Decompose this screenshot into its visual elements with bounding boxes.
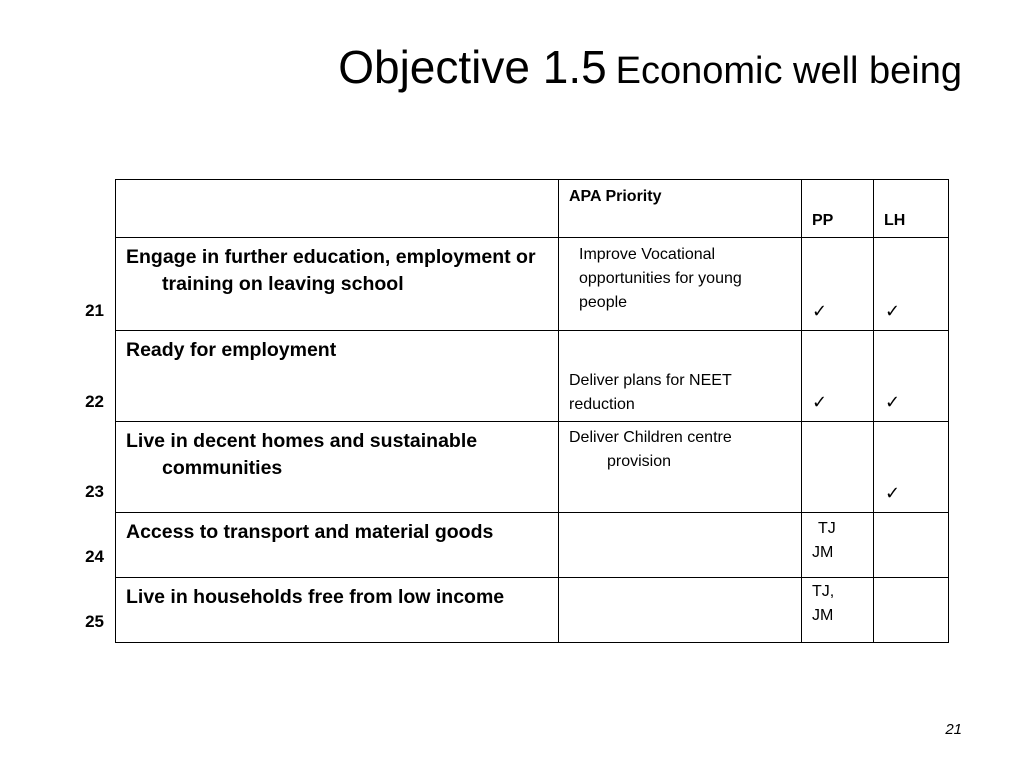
priority-text: Improve Vocational opportunities for young people — [579, 246, 742, 311]
table-row — [116, 578, 949, 643]
outcome-text: Live in households free from low income — [126, 586, 505, 608]
table-row — [116, 238, 949, 331]
lh-cell — [874, 331, 949, 422]
header-priority-label: APA Priority — [569, 188, 662, 205]
lh-cell — [874, 238, 949, 331]
pp-check-icon: ✓ — [812, 392, 828, 413]
table-row — [116, 513, 949, 578]
lh-cell — [874, 578, 949, 643]
title-sub: Economic well being — [615, 50, 962, 92]
priority-cell — [559, 513, 802, 578]
row-number-21: 21 — [85, 301, 104, 320]
priority-text: Deliver Children centre provision — [569, 429, 732, 470]
priority-cell — [559, 238, 802, 331]
header-priority-cell — [559, 180, 802, 238]
header-pp-label: PP — [812, 212, 834, 229]
priority-cell — [559, 331, 802, 422]
lh-cell — [874, 513, 949, 578]
priority-cell — [559, 578, 802, 643]
lh-cell — [874, 422, 949, 513]
objectives-table — [115, 179, 949, 643]
slide-title — [338, 40, 962, 95]
outcome-text: Access to transport and material goods — [126, 521, 494, 543]
title-main: Objective 1.5 — [338, 41, 607, 93]
header-outcome-cell — [116, 180, 559, 238]
header-lh-label: LH — [884, 212, 906, 229]
table-header-row — [116, 180, 949, 238]
outcome-text: Ready for employment — [126, 339, 337, 361]
page-number: 21 — [945, 721, 962, 738]
table-row — [116, 422, 949, 513]
row-number-22: 22 — [85, 392, 104, 411]
row-number-23: 23 — [85, 482, 104, 501]
row-number-24: 24 — [85, 547, 104, 566]
outcome-cell — [116, 422, 559, 513]
lh-check-icon: ✓ — [885, 301, 901, 322]
outcome-cell — [116, 513, 559, 578]
pp-cell — [802, 422, 874, 513]
header-pp-cell — [802, 180, 874, 238]
pp-initials: TJ, JM — [812, 583, 835, 624]
outcome-cell — [116, 578, 559, 643]
lh-check-icon: ✓ — [885, 483, 901, 504]
pp-cell — [802, 238, 874, 331]
pp-cell — [802, 578, 874, 643]
priority-text: Deliver plans for NEET reduction — [569, 372, 732, 413]
outcome-text: Engage in further education, employment or training on leaving school — [126, 246, 536, 295]
pp-cell — [802, 513, 874, 578]
header-lh-cell — [874, 180, 949, 238]
lh-check-icon: ✓ — [885, 392, 901, 413]
outcome-cell — [116, 331, 559, 422]
outcome-text: Live in decent homes and sustainable communities — [126, 430, 478, 479]
priority-cell — [559, 422, 802, 513]
pp-cell — [802, 331, 874, 422]
table-row — [116, 331, 949, 422]
outcome-cell — [116, 238, 559, 331]
pp-initials: TJ JM — [812, 520, 836, 561]
pp-check-icon: ✓ — [812, 301, 828, 322]
row-number-25: 25 — [85, 612, 104, 631]
